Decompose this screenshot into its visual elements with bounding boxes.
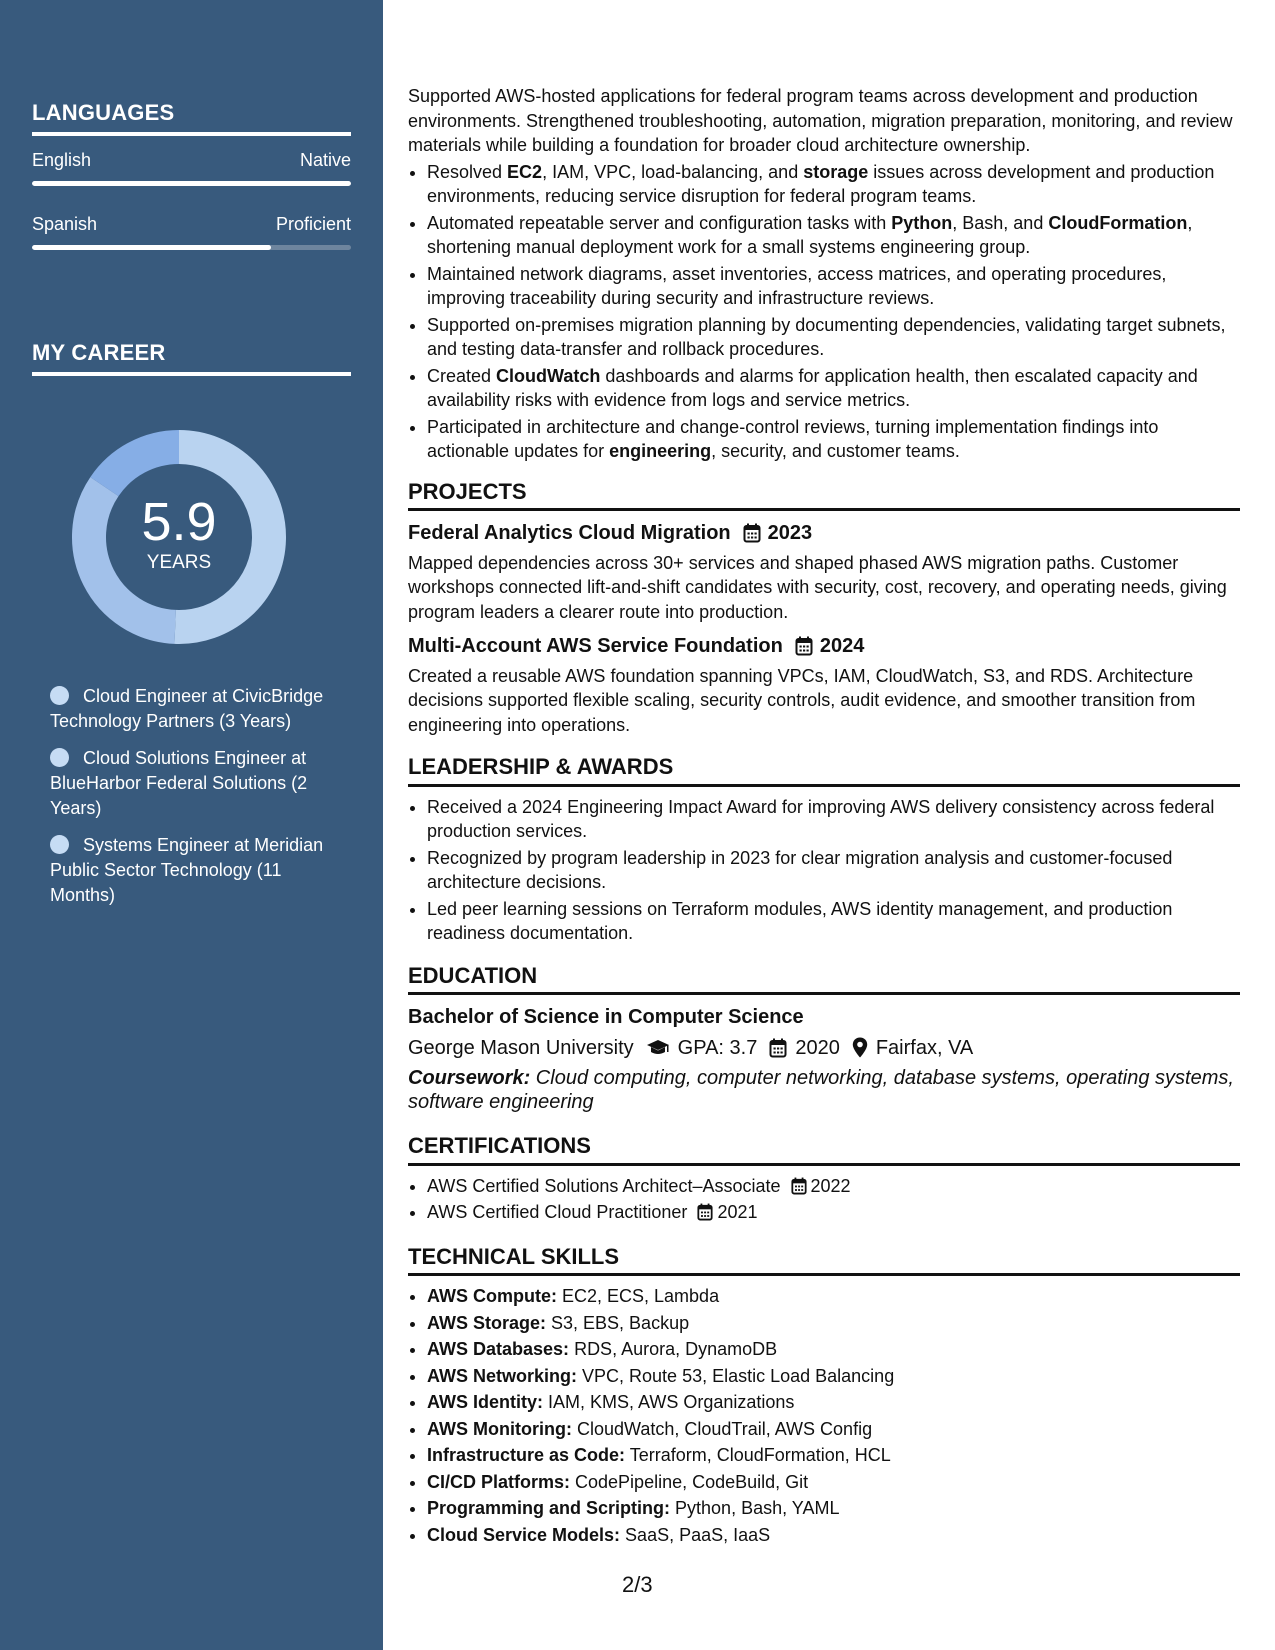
leadership-list [408,795,1240,946]
language-name: Spanish [32,214,98,234]
certification-item: • AWS Certified Cloud Practitioner 2021 [427,1200,1240,1225]
experience-bullet: • Resolved EC2, IAM, VPC, load-balancing, and storage issues across development and production environments, reducing service disruption for federal program teams. [427,160,1240,209]
project-title: Multi-Account AWS Service Foundation [408,635,783,657]
experience-bullets [408,160,1240,464]
skill-item: • CI/CD Platforms: CodePipeline, CodeBuild, Git [427,1470,1240,1495]
career-dot-icon [50,835,69,854]
career-total: 5.9 [141,492,217,552]
leadership-item: • Led peer learning sessions on Terraform modules, AWS identity management, and production readiness documentation. [427,897,1240,946]
projects-heading: PROJECTS [408,480,1240,512]
language-bar-fill [32,245,271,250]
language-name: English [32,150,92,170]
project-item [408,634,1240,737]
school-location: Fairfax, VA [875,1036,974,1059]
skill-item: • AWS Storage: S3, EBS, Backup [427,1311,1240,1336]
project-description: Created a reusable AWS foundation spanning VPCs, IAM, CloudWatch, S3, and RDS. Architecture decisions supported flexible scaling, security controls, audit evidence, and smoother transition from engineering into operations. [408,665,1196,735]
graduation-year: 2020 [795,1036,840,1059]
project-title: Federal Analytics Cloud Migration [408,522,731,544]
career-unit: YEARS [146,552,212,573]
project-year: 2024 [819,635,865,657]
leadership-heading: LEADERSHIP & AWARDS [408,755,1240,787]
skill-item: • AWS Compute: EC2, ECS, Lambda [427,1284,1240,1309]
career-item: Cloud Solutions Engineer at BlueHarbor Federal Solutions (2 Years) [50,748,308,818]
career-heading: MY CAREER [32,340,351,376]
career-list [50,684,340,920]
experience-bullet: • Created CloudWatch dashboards and alarms for application health, then escalated capacity and availability risks with evidence from logs and service metrics. [427,364,1240,413]
language-bar-fill [32,181,351,186]
career-item: Cloud Engineer at CivicBridge Technology Partners (3 Years) [50,686,324,731]
calendar-icon [791,1177,807,1195]
calendar-icon [697,1203,713,1221]
career-item: Systems Engineer at Meridian Public Sector Technology (11 Months) [50,835,324,905]
project-item [408,521,1240,624]
sidebar [0,0,383,1650]
language-level: Proficient [275,214,351,234]
skills-heading: TECHNICAL SKILLS [408,1245,1240,1277]
career-dot-icon [50,748,69,767]
graduation-cap-icon [646,1039,670,1057]
language-item [32,214,351,250]
career-donut [66,424,292,650]
education-details [408,1036,1240,1061]
calendar-icon [769,1038,787,1058]
language-level: Native [299,150,351,170]
project-description: Mapped dependencies across 30+ services and shaped phased AWS migration paths. Customer workshops connected lift-and-shift candidates with security, cost, recovery, and operating needs, giving program leaders a clearer route into production. [408,552,1227,622]
experience-bullet: • Maintained network diagrams, asset inventories, access matrices, and operating procedures, improving traceability during security and infrastructure reviews. [427,262,1240,311]
calendar-icon [795,636,813,656]
skills-list [408,1284,1240,1547]
leadership-item: • Received a 2024 Engineering Impact Award for improving AWS delivery consistency across federal production services. [427,795,1240,844]
experience-bullet: • Automated repeatable server and configuration tasks with Python, Bash, and CloudFormation, shortening manual deployment work for a small systems engineering group. [427,211,1240,260]
language-bar [32,245,351,250]
career-section [32,340,351,376]
language-item [32,150,351,186]
project-year: 2023 [767,522,813,544]
page-number: 2/3 [622,1572,653,1597]
experience-bullet: • Participated in architecture and change-control reviews, turning implementation findings into actionable updates for engineering, security, and customer teams. [427,415,1240,464]
language-bar [32,181,351,186]
skill-item: • Cloud Service Models: SaaS, PaaS, IaaS [427,1523,1240,1548]
leadership-item: • Recognized by program leadership in 2023 for clear migration analysis and customer-focused architecture decisions. [427,846,1240,895]
certifications-list [408,1174,1240,1225]
gpa: GPA: 3.7 [677,1036,758,1059]
languages-heading: LANGUAGES [32,100,351,136]
calendar-icon [743,523,761,543]
skill-item: • AWS Databases: RDS, Aurora, DynamoDB [427,1337,1240,1362]
skill-item: • AWS Networking: VPC, Route 53, Elastic Load Balancing [427,1364,1240,1389]
location-pin-icon [852,1037,868,1058]
skill-item: • AWS Identity: IAM, KMS, AWS Organizations [427,1390,1240,1415]
skill-item: • Programming and Scripting: Python, Bash, YAML [427,1496,1240,1521]
education-heading: EDUCATION [408,964,1240,996]
coursework: Coursework: Cloud computing, computer networking, database systems, operating systems, software engineering [408,1067,1234,1113]
certification-item: • AWS Certified Solutions Architect–Associate 2022 [427,1174,1240,1199]
main-content [408,84,1240,1549]
career-dot-icon [50,686,69,705]
skill-item: • Infrastructure as Code: Terraform, CloudFormation, HCL [427,1443,1240,1468]
degree-title: Bachelor of Science in Computer Science [408,1006,804,1028]
school-name: George Mason University [408,1036,634,1059]
experience-intro: Supported AWS-hosted applications for federal program teams across development and production environments. Strengthened troubleshooting, automation, migration preparation, monitoring, and review materials while building a foundation for broader cloud architecture ownership. [408,86,1233,155]
certifications-heading: CERTIFICATIONS [408,1134,1240,1166]
experience-bullet: • Supported on-premises migration planning by documenting dependencies, validating target subnets, and testing data-transfer and rollback procedures. [427,313,1240,362]
languages-section [32,100,351,250]
skill-item: • AWS Monitoring: CloudWatch, CloudTrail, AWS Config [427,1417,1240,1442]
